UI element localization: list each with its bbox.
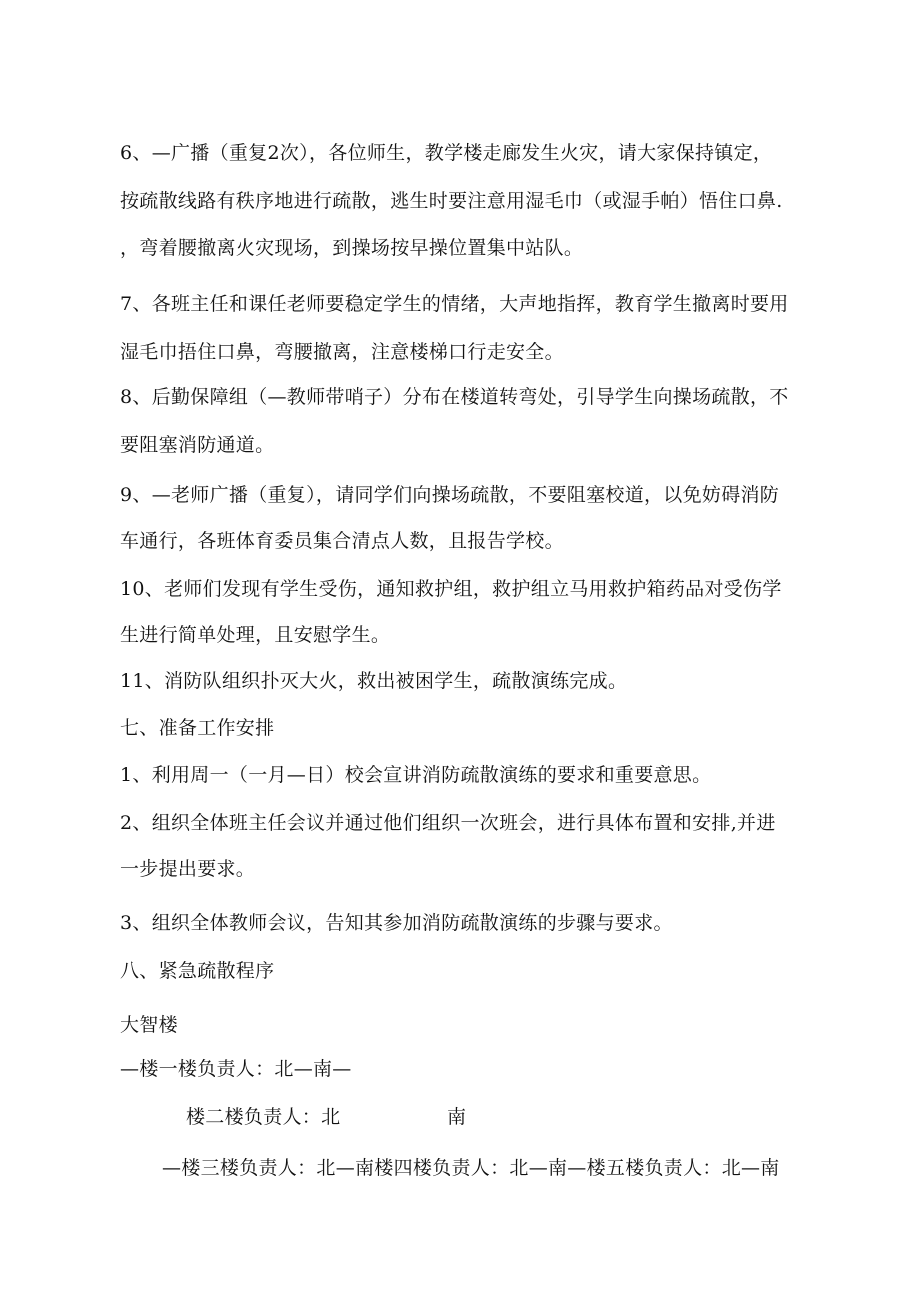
floor-2-south: 南	[447, 1106, 467, 1128]
paragraph-10-line-1: 10、老师们发现有学生受伤，通知救护组，救护组立马用救护箱药品对受伤学	[120, 578, 782, 600]
floor-2-responsible: 楼二楼负责人：北	[186, 1106, 341, 1128]
paragraph-9-line-2: 车通行，各班体育委员集合清点人数，且报告学校。	[120, 530, 564, 552]
paragraph-10-line-2: 生进行简单处理，且安慰学生。	[120, 624, 391, 646]
prep-item-2-line-2: 一步提出要求。	[120, 858, 256, 880]
prep-item-1: 1、利用周一（一月—日）校会宣讲消防疏散演练的要求和重要意思。	[120, 764, 712, 786]
floors-3-5-responsible: —楼三楼负责人：北—南楼四楼负责人：北—南—楼五楼负责人：北—南	[162, 1157, 780, 1179]
paragraph-9-line-1: 9、—老师广播（重复），请同学们向操场疏散，不要阻塞校道，以免妨碍消防	[120, 484, 780, 506]
building-name: 大智楼	[120, 1014, 178, 1036]
floor-1-responsible: —楼一楼负责人：北—南—	[120, 1058, 352, 1080]
paragraph-7-line-2: 湿毛巾捂住口鼻，弯腰撤离，注意楼梯口行走安全。	[120, 341, 564, 363]
paragraph-6-line-3: ，弯着腰撤离火灾现场，到操场按早操位置集中站队。	[120, 237, 584, 259]
paragraph-7-line-1: 7、各班主任和课任老师要稳定学生的情绪，大声地指挥，教育学生撤离时要用	[120, 293, 789, 315]
paragraph-6-line-1: 6、—广播（重复2次），各位师生，教学楼走廊发生火灾，请大家保持镇定，	[120, 142, 773, 164]
section-heading-8: 八、紧急疏散程序	[120, 960, 275, 982]
paragraph-11: 11、消防队组织扑灭大火，救出被困学生，疏散演练完成。	[120, 670, 628, 692]
section-heading-7: 七、准备工作安排	[120, 717, 275, 739]
prep-item-2-line-1: 2、组织全体班主任会议并通过他们组织一次班会，进行具体布置和安排,并进	[120, 812, 776, 834]
paragraph-6-line-2: 按疏散线路有秩序地进行疏散，逃生时要注意用湿毛巾（或湿手帕）悟住口鼻.	[120, 190, 783, 212]
paragraph-8-line-1: 8、后勤保障组（—教师带哨子）分布在楼道转弯处，引导学生向操场疏散，不	[120, 386, 789, 408]
paragraph-8-line-2: 要阻塞消防通道。	[120, 434, 275, 456]
prep-item-3: 3、组织全体教师会议，告知其参加消防疏散演练的步骤与要求。	[120, 912, 673, 934]
